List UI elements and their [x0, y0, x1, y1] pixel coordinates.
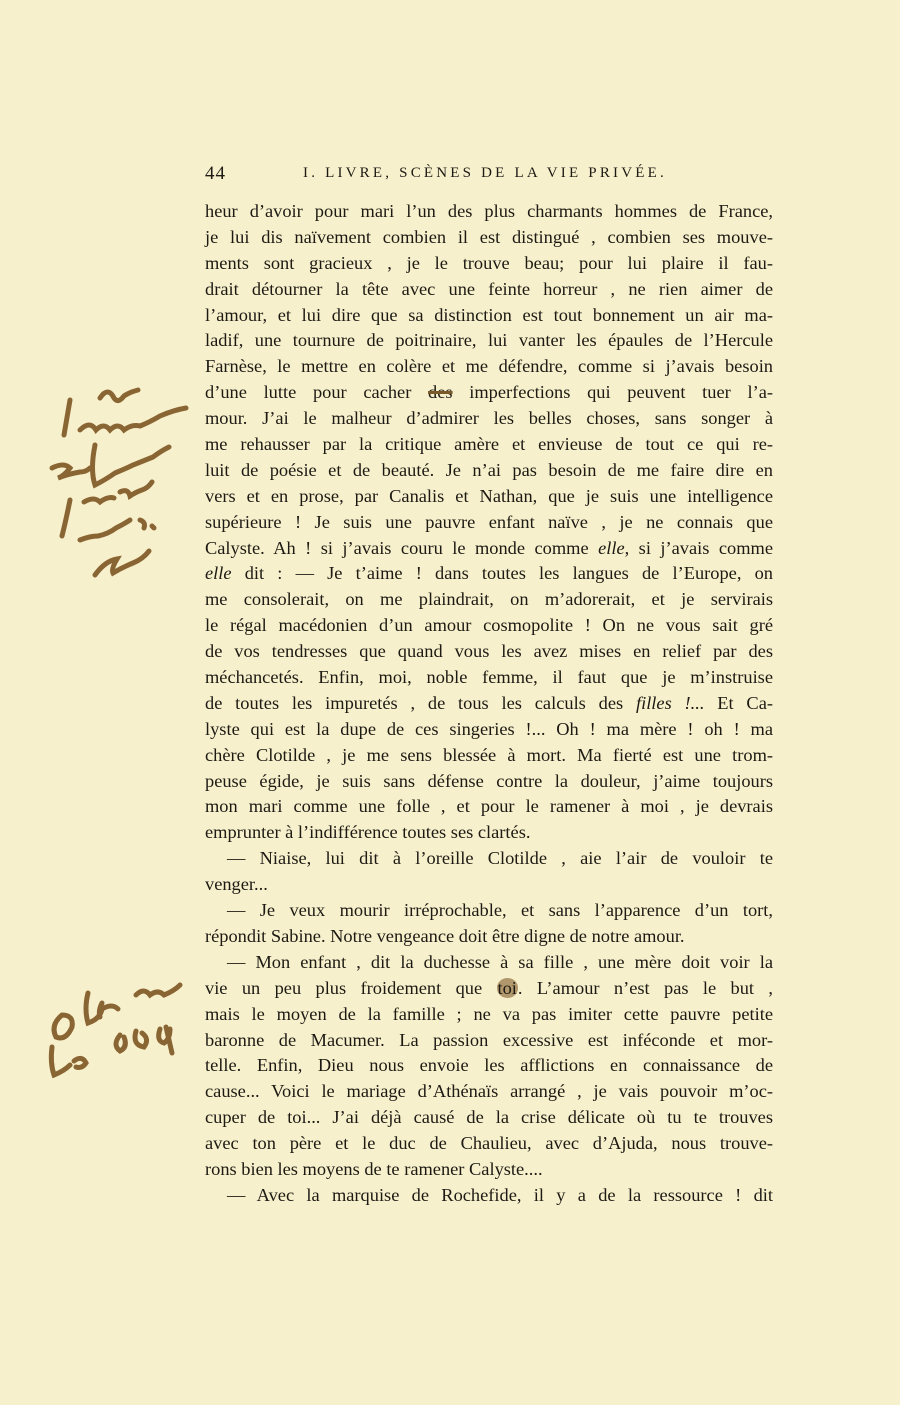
text-segment: telle. Enfin, Dieu nous envoie les afflictions en connaissance de	[205, 1055, 773, 1076]
text-line	[205, 251, 773, 277]
text-line	[205, 665, 773, 691]
text-segment: dit : — Je t’aime ! dans toutes les langues de l’Europe, on	[231, 563, 773, 584]
text-line	[205, 1131, 773, 1157]
text-line	[205, 1105, 773, 1131]
text-segment: — Je veux mourir irréprochable, et sans l’apparence d’un tort,	[227, 900, 773, 921]
text-line	[205, 820, 773, 846]
text-segment: le régal macédonien d’un amour cosmopolite ! On ne vous sait gré	[205, 615, 773, 636]
text-segment: emprunter à l’indifférence toutes ses clartés.	[205, 822, 531, 843]
text-line	[205, 1053, 773, 1079]
text-segment: drait détourner la tête avec une feinte horreur , ne rien aimer de	[205, 278, 773, 299]
text-line	[205, 1157, 773, 1183]
text-line	[205, 225, 773, 251]
text-segment: répondit Sabine. Notre vengeance doit être digne de notre amour.	[205, 925, 685, 946]
page-number: 44	[205, 163, 226, 184]
text-line	[205, 406, 773, 432]
text-line	[205, 432, 773, 458]
text-line	[205, 1002, 773, 1028]
text-line	[205, 1183, 773, 1209]
struck-word: des	[428, 382, 453, 403]
text-segment: rons bien les moyens de te ramener Calyste....	[205, 1158, 543, 1179]
text-segment: mon mari comme une folle , et pour le ramener à moi , je devrais	[205, 796, 773, 817]
text-segment: Et Ca-	[704, 692, 773, 713]
text-line	[205, 510, 773, 536]
text-line	[205, 1079, 773, 1105]
text-line	[205, 380, 773, 406]
text-segment: . L’amour n’est pas le but ,	[517, 977, 773, 998]
text-line	[205, 1028, 773, 1054]
text-line	[205, 846, 773, 872]
text-line	[205, 484, 773, 510]
text-line	[205, 587, 773, 613]
text-line	[205, 976, 773, 1002]
text-segment: cuper de toi... J’ai déjà causé de la crise délicate où tu te trouves	[205, 1107, 773, 1128]
text-line	[205, 717, 773, 743]
text-line	[205, 872, 773, 898]
handwritten-margin-note-bottom	[40, 975, 190, 1085]
text-line	[205, 691, 773, 717]
circled-word: toi	[497, 977, 517, 998]
text-line	[205, 199, 773, 225]
text-segment: — Avec la marquise de Rochefide, il y a de la ressource ! dit	[227, 1184, 773, 1205]
text-segment: mais le moyen de la famille ; ne va pas imiter cette pauvre petite	[205, 1003, 773, 1024]
text-segment: supérieure ! Je suis une pauvre enfant naïve , je ne connais que	[205, 511, 773, 532]
text-line	[205, 536, 773, 562]
text-line	[205, 898, 773, 924]
text-segment: lyste qui est la dupe de ces singeries !... Oh ! ma mère ! oh ! ma	[205, 718, 773, 739]
text-line	[205, 613, 773, 639]
text-segment: peuse égide, je suis sans défense contre la douleur, j’aime toujours	[205, 770, 773, 791]
text-line	[205, 924, 773, 950]
text-segment: baronne de Macumer. La passion excessive est inféconde et mor-	[205, 1029, 773, 1050]
text-segment: vers et en prose, par Canalis et Nathan, que je suis une intelligence	[205, 485, 773, 506]
handwritten-margin-note-top	[40, 370, 220, 590]
text-segment: heur d’avoir pour mari l’un des plus charmants hommes de France,	[205, 201, 773, 221]
text-line	[205, 458, 773, 484]
text-line	[205, 769, 773, 795]
text-segment: d’une lutte pour cacher	[205, 382, 429, 403]
text-segment: mour. J’ai le malheur d’admirer les belles choses, sans songer à	[205, 408, 773, 429]
text-line	[205, 794, 773, 820]
body-text	[205, 199, 773, 1209]
text-line	[205, 303, 773, 329]
text-segment: de toutes les impuretés , de tous les calculs des	[205, 692, 636, 713]
text-segment: filles !...	[635, 692, 705, 713]
text-line	[205, 354, 773, 380]
text-segment: cause... Voici le mariage d’Athénaïs arrangé , je vais pouvoir m’oc-	[205, 1081, 773, 1102]
text-segment: me rehausser par la critique amère et envieuse de tout ce qui re-	[205, 434, 773, 455]
text-line	[205, 743, 773, 769]
text-segment: Farnèse, le mettre en colère et me défendre, comme si j’avais besoin	[205, 356, 773, 377]
text-segment: chère Clotilde , je me sens blessée à mort. Ma fierté est une trom-	[205, 744, 773, 765]
text-segment: l’amour, et lui dire que sa distinction est tout bonnement un air ma-	[205, 304, 773, 325]
text-line	[205, 639, 773, 665]
text-segment: elle	[205, 563, 232, 584]
text-segment: ladif, une tournure de poitrinaire, lui vanter les épaules de l’Hercule	[205, 330, 773, 351]
text-segment: avec ton père et le duc de Chaulieu, avec d’Ajuda, nous trouve-	[205, 1133, 773, 1154]
page-header	[205, 163, 773, 191]
text-segment: vie un peu plus froidement que	[205, 977, 497, 998]
text-segment: Calyste. Ah ! si j’avais couru le monde comme	[205, 537, 599, 558]
text-line	[205, 561, 773, 587]
text-segment: — Niaise, lui dit à l’oreille Clotilde , aie l’air de vouloir te	[227, 848, 773, 869]
text-segment: venger...	[205, 874, 268, 895]
text-segment: je lui dis naïvement combien il est distingué , combien ses mouve-	[205, 226, 773, 247]
text-line	[205, 328, 773, 354]
text-segment: elle	[598, 537, 625, 558]
text-segment: méchancetés. Enfin, moi, noble femme, il faut que je m’instruise	[205, 667, 773, 688]
text-segment: ments sont gracieux , je le trouve beau; pour lui plaire il fau-	[205, 252, 773, 273]
text-segment: imperfections qui peuvent tuer l’a-	[452, 382, 773, 403]
text-segment: me consolerait, on me plaindrait, on m’adorerait, et je servirais	[205, 589, 773, 610]
text-line	[205, 950, 773, 976]
text-line	[205, 277, 773, 303]
text-segment: luit de poésie et de beauté. Je n’ai pas besoin de me faire dire en	[205, 459, 773, 480]
text-segment: — Mon enfant , dit la duchesse à sa fille , une mère doit voir la	[227, 951, 773, 972]
running-title: I. LIVRE, SCÈNES DE LA VIE PRIVÉE.	[303, 165, 667, 181]
text-segment: , si j’avais comme	[624, 537, 774, 558]
text-segment: de vos tendresses que quand vous les avez mises en relief par des	[205, 641, 773, 662]
